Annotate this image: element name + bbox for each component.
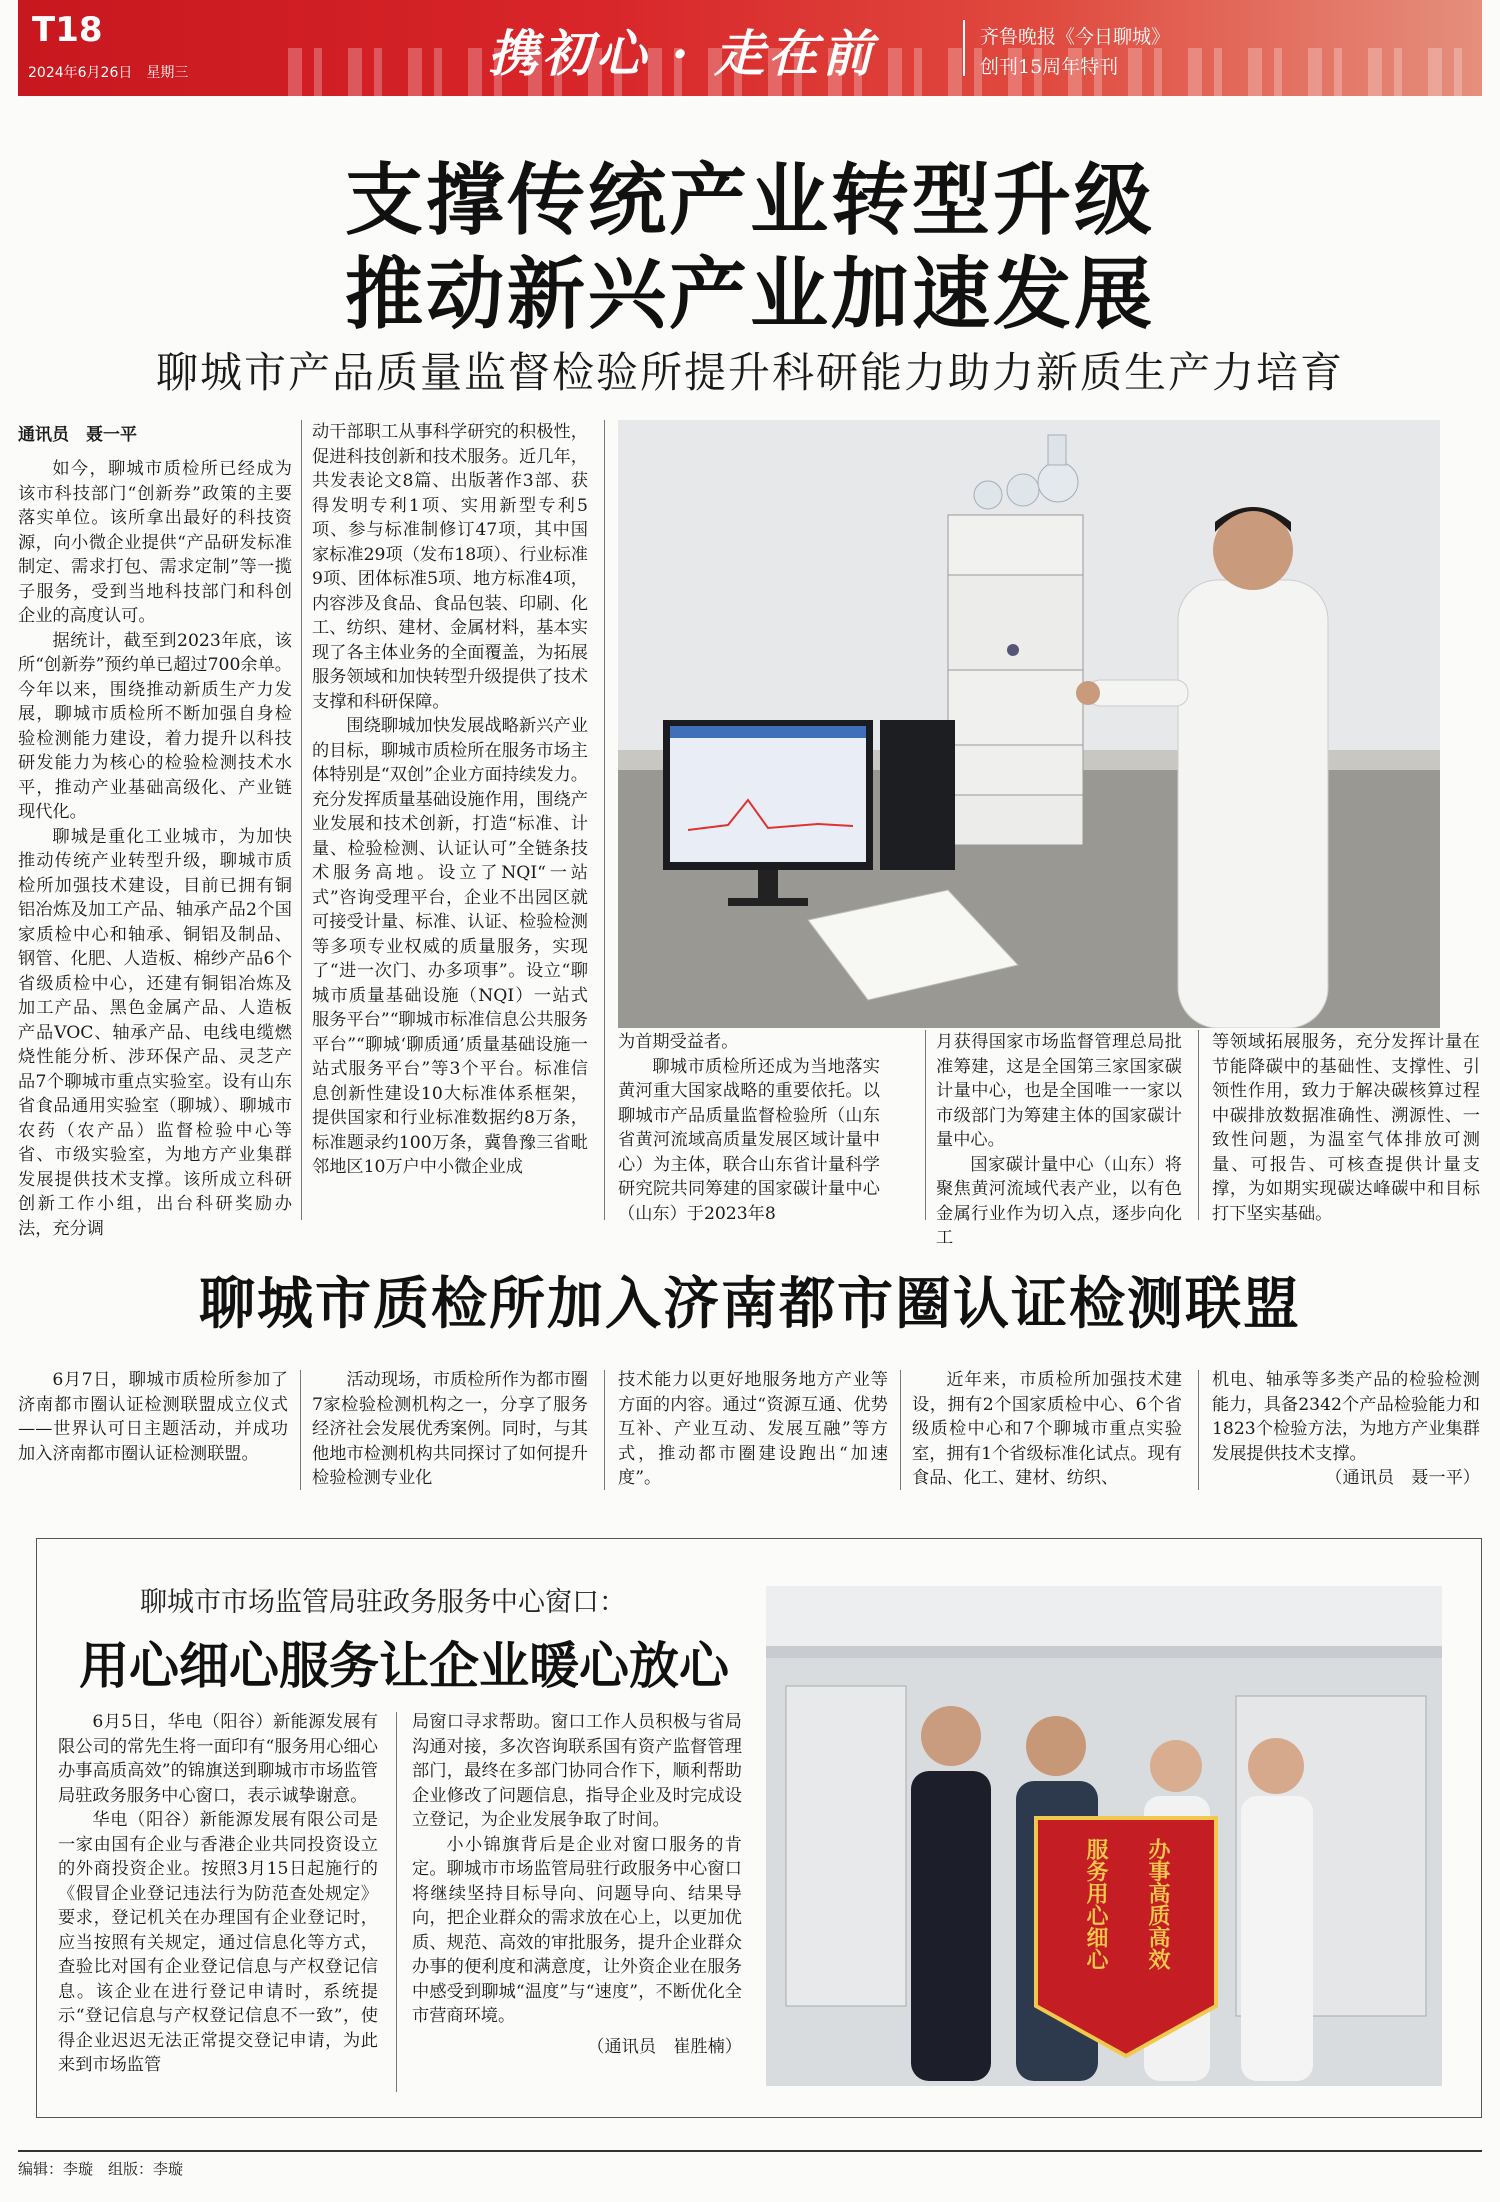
column-rule [1198, 1370, 1199, 1490]
column-rule [300, 1370, 301, 1490]
column-rule [604, 1370, 605, 1490]
lab-photo-illustration [618, 420, 1440, 1028]
lab-photo [618, 420, 1440, 1028]
article2-title: 聊城市质检所加入济南都市圈认证检测联盟 [199, 1271, 1301, 1337]
article2-signature: （通讯员 聂一平） [1325, 1468, 1480, 1488]
section-banner: 携初心 · 走在前 [488, 24, 877, 83]
skyline-decoration [288, 48, 1482, 96]
paragraph: 月获得国家市场监督管理总局批准筹建，这是全国第三家国家碳计量中心，也是全国唯一一家以市级部门为筹建主体的国家碳计量中心。 [936, 1032, 1182, 1150]
banner-line-1: 服务用心细心 [1083, 1838, 1109, 1970]
column-rule [396, 1712, 397, 2092]
banner-photo-illustration [766, 1586, 1442, 2086]
column-rule [900, 1370, 901, 1490]
paragraph: 围绕聊城加快发展战略新兴产业的目标，聊城市质检所在服务市场主体特别是“双创”企业方面持续发力。充分发挥质量基础设施作用，围绕产业发展和技术创新，打造“标准、计量、检验检测、认证认可”全链条技术服务高地。设立了NQI“一站式”咨询受理平台，企业不出园区就可接受计量、标准、认证、检验检测等多项专业权威的质量服务，实现了“进一次门、办多项事”。设立“聊城市质量基础设施（NQI）一站式服务平台”“聊城市标准信息公共服务平台”“聊城‘聊质通’质量基础设施一站式服务平台”等3个平台。标准信息创新性建设10大标准体系框架，提供国家和行业标准数据约8万条，标准题录约100万条，冀鲁豫三省毗邻地区10万户中小微企业成 [312, 716, 588, 1177]
article3-column-1 [58, 1710, 396, 2110]
paragraph: 华电（阳谷）新能源发展有限公司是一家由国有企业与香港企业共同投资设立的外商投资企业。按照3月15日起施行的《假冒企业登记违法行为防范查处规定》要求，登记机关在办理国有企业登记时，应当按照有关规定，通过信息化等方式，查验比对国有企业登记信息与产权登记信息。该企业在进行登记申请时，系统提示“登记信息与产权登记信息不一致”，使得企业迟迟无法正常提交登记申请，为此来到市场监管 [58, 1810, 378, 2075]
article1-column-1 [18, 420, 292, 1239]
publication-note: 创刊15周年特刊 [980, 56, 1119, 78]
article1-column-4 [936, 1030, 1182, 1248]
banner-line-2: 办事高质高效 [1145, 1838, 1171, 1970]
paragraph: 据统计，截至到2023年底，该所“创新券”预约单已超过700余单。今年以来，围绕推动新质生产力发展，聊城市质检所不断加强自身检验检测能力建设，着力提升以科技研发能力为核心的检验检测技术水平，推动产业基础高级化、产业链现代化。 [18, 630, 292, 822]
article2-column-4 [912, 1368, 1182, 1518]
article2-column-1 [18, 1368, 288, 1518]
paragraph: 聊城市质检所还成为当地落实黄河重大国家战略的重要依托。以聊城市产品质量监督检验所（山东省黄河流域高质量发展区域计量中心）为主体，联合山东省计量科学研究院共同筹建的国家碳计量中心（山东）于2023年8 [618, 1056, 880, 1224]
footer-credits: 编辑：李璇 组版：李璇 [18, 2160, 184, 2178]
paragraph: 动干部职工从事科学研究的积极性，促进科技创新和技术服务。近几年，共发表论文8篇、出版著作3部、获得发明专利1项、实用新型专利5项、参与标准制修订47项，其中国家标准29项（发布18项）、行业标准9项、团体标准5项、地方标准4项，内容涉及食品、食品包装、印刷、化工、纺织、建材、金属材料，基本实现了各主体业务的全面覆盖，为拓展服务领域和加快转型升级提供了技术支撑和科研保障。 [312, 422, 588, 712]
paragraph: 为首期受益者。 [618, 1032, 739, 1052]
paragraph: 如今，聊城市质检所已经成为该市科技部门“创新券”政策的主要落实单位。该所拿出最好的科技资源，向小微企业提供“产品研发标准制定、需求打包、需求定制”等一揽子服务，受到当地科技部门和科创企业的高度认可。 [18, 459, 292, 626]
footer-rule [18, 2150, 1482, 2152]
paragraph: 局窗口寻求帮助。窗口工作人员积极与省局沟通对接，多次咨询联系国有资产监督管理部门，最终在多部门协同合作下，顺利帮助企业修改了问题信息，指导企业及时完成设立登记，为企业发展争取了时间。 [412, 1712, 742, 1830]
article3-signature: （通讯员 崔胜楠） [587, 2036, 742, 2057]
column-rule [604, 420, 605, 1220]
article1-column-3 [618, 1030, 880, 1224]
paragraph: 技术能力以更好地服务地方产业等方面的内容。通过“资源互通、优势互补、产业互动、发展互融”等方式，推动都市圈建设跑出“加速度”。 [618, 1370, 888, 1488]
issue-date: 2024年6月26日 星期三 [28, 65, 189, 81]
paragraph: 小小锦旗背后是企业对窗口服务的肯定。聊城市市场监管局驻行政服务中心窗口将继续坚持目标导向、问题导向、结果导向，把企业群众的需求放在心上，以更加优质、规范、高效的审批服务，提升企业群众办事的便利度和满意度，让外资企业在服务中感受到聊城“温度”与“速度”，不断优化全市营商环境。 [412, 1834, 742, 2026]
column-rule [925, 1030, 926, 1220]
article3-title: 用心细心服务让企业暖心放心 [79, 1636, 729, 1695]
publication-name: 齐鲁晚报《今日聊城》 [980, 26, 1171, 48]
article2-column-3 [618, 1368, 888, 1518]
article2-column-2 [312, 1368, 588, 1518]
paragraph: 国家碳计量中心（山东）将聚焦黄河流域代表产业，以有色金属行业作为切入点，逐步向化工 [936, 1154, 1182, 1248]
paragraph: 近年来，市质检所加强技术建设，拥有2个国家质检中心、6个省级质检中心和7个聊城市重点实验室，拥有1个省级标准化试点。现有食品、化工、建材、纺织、 [912, 1370, 1182, 1488]
page-header [18, 0, 1482, 96]
article1-title-line1: 支撑传统产业转型升级 [344, 155, 1155, 246]
paragraph: 活动现场，市质检所作为都市圈7家检验检测机构之一，分享了服务经济社会发展优秀案例。同时，与其他地市检测机构共同探讨了如何提升检验检测专业化 [312, 1370, 588, 1488]
paragraph: 6月5日，华电（阳谷）新能源发展有限公司的常先生将一面印有“服务用心细心 办事高质高效”的锦旗送到聊城市市场监管局驻政务服务中心窗口，表示诚挚谢意。 [58, 1712, 396, 1806]
paragraph: 聊城是重化工业城市，为加快推动传统产业转型升级，聊城市质检所加强技术建设，目前已拥有铜铝冶炼及加工产品、轴承产品2个国家质检中心和轴承、铜铝及制品、钢管、化肥、人造板、棉纱产品6个省级质检中心，还建有铜铝冶炼及加工产品、黑色金属产品、人造板产品VOC、轴承产品、电线电缆燃烧性能分析、涉环保产品、灵芝产品7个聊城市重点实验室。设有山东省食品通用实验室（聊城）、聊城市农药（农产品）监督检验中心等省、市级实验室，为地方产业集群发展提供技术支撑。该所成立科研创新工作小组，出台科研奖励办法，充分调 [18, 826, 292, 1239]
paragraph: 6月7日，聊城市质检所参加了济南都市圈认证检测联盟成立仪式——世界认可日主题活动，并成功加入济南都市圈认证检测联盟。 [18, 1370, 288, 1464]
article1-column-5 [1212, 1030, 1480, 1224]
article2-column-5 [1212, 1368, 1480, 1518]
article1-byline: 通讯员 聂一平 [18, 425, 137, 445]
page-number: T18 [32, 10, 103, 50]
paragraph: 机电、轴承等多类产品的检验检测能力，具备2342个产品检验能力和1823个检验方法，为地方产业集群发展提供技术支撑。 [1212, 1370, 1480, 1464]
column-rule [301, 420, 302, 1220]
paragraph: 等领域拓展服务，充分发挥计量在节能降碳中的基础性、支撑性、引领性作用，致力于解决碳核算过程中碳排放数据准确性、溯源性、一致性问题，为温室气体排放可测量、可报告、可核查提供计量支撑，为如期实现碳达峰碳中和目标打下坚实基础。 [1212, 1032, 1480, 1224]
header-divider [963, 20, 965, 76]
article1-subtitle: 聊城市产品质量监督检验所提升科研能力助力新质生产力培育 [155, 348, 1344, 397]
article3-kicker: 聊城市市场监管局驻政务服务中心窗口： [140, 1587, 626, 1618]
banner-photo [766, 1586, 1442, 2086]
article1-title-line2: 推动新兴产业加速发展 [344, 249, 1155, 340]
article1-column-2 [312, 420, 588, 1220]
column-rule [1198, 1030, 1199, 1220]
article3-column-2 [412, 1710, 742, 2110]
